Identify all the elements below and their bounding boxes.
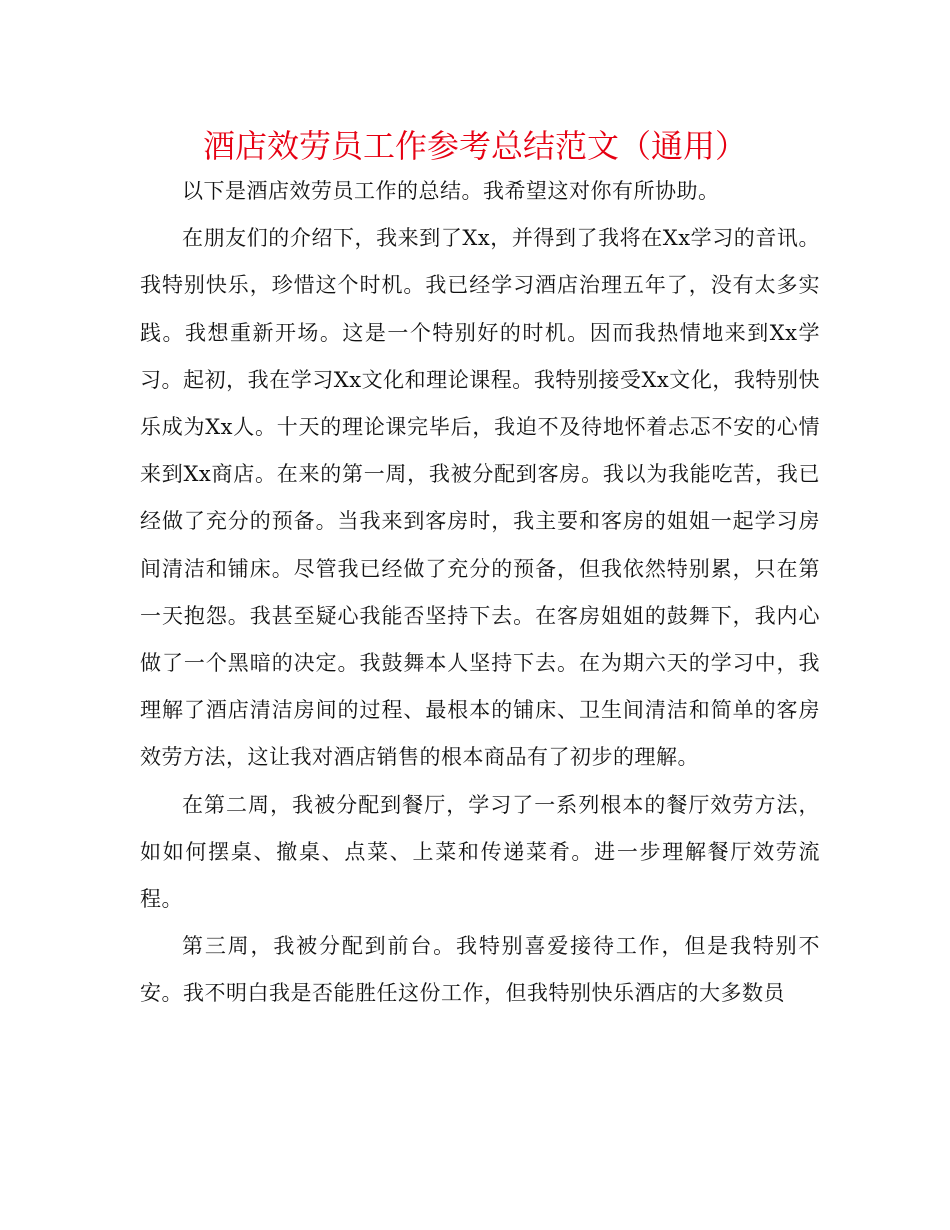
document-body [140, 168, 820, 1018]
paragraph-week-one: 在朋友们的介绍下，我来到了Xx，并得到了我将在Xx学习的音讯。我特别快乐，珍惜这个时机。我已经学习酒店治理五年了，没有太多实践。我想重新开场。这是一个特别好的时机。因而我热情地来到Xx学习。起初，我在学习Xx文化和理论课程。我特别接受Xx文化，我特别快乐成为Xx人。十天的理论课完毕后，我迫不及待地怀着忐忑不安的心情来到Xx商店。在来的第一周，我被分配到客房。我以为我能吃苦，我已经做了充分的预备。当我来到客房时，我主要和客房的姐姐一起学习房间清洁和铺床。尽管我已经做了充分的预备，但我依然特别累，只在第一天抱怨。我甚至疑心我能否坚持下去。在客房姐姐的鼓舞下，我内心做了一个黑暗的决定。我鼓舞本人坚持下去。在为期六天的学习中，我理解了酒店清洁房间的过程、最根本的铺床、卫生间清洁和简单的客房效劳方法，这让我对酒店销售的根本商品有了初步的理解。 [140, 226, 820, 770]
paragraph-intro: 以下是酒店效劳员工作的总结。我希望这对你有所协助。 [182, 179, 720, 203]
paragraph-week-three: 第三周，我被分配到前台。我特别喜爱接待工作，但是我特别不安。我不明白我是否能胜任这份工作，但我特别快乐酒店的大多数员 [140, 934, 820, 1006]
document-title: 酒店效劳员工作参考总结范文（通用） [202, 127, 747, 165]
paragraph-week-two: 在第二周，我被分配到餐厅，学习了一系列根本的餐厅效劳方法，如如何摆桌、撤桌、点菜、上菜和传递菜肴。进一步理解餐厅效劳流程。 [140, 792, 820, 912]
